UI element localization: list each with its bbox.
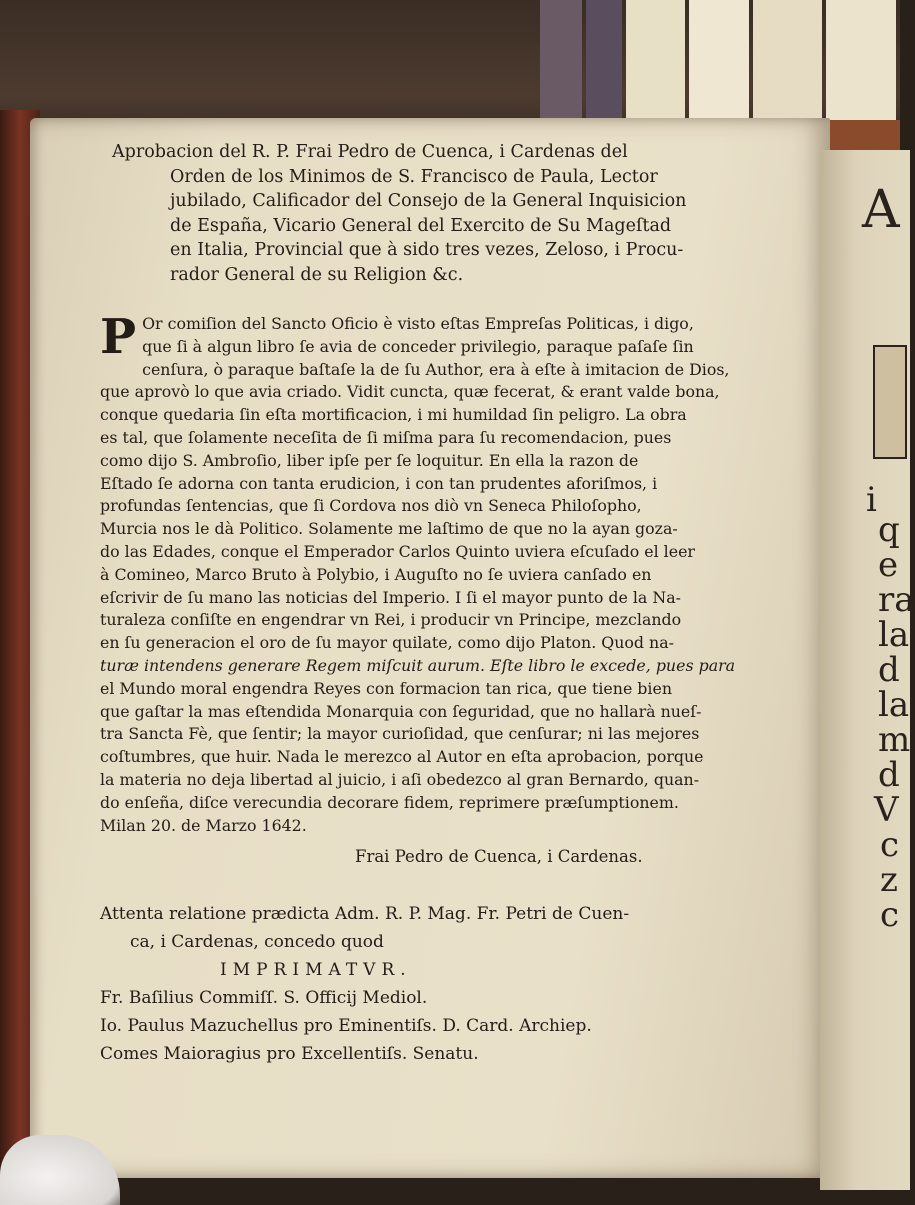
body-line: la materia no deja libertad al juicio, i aſi obedezco al gran Bernardo, quan- <box>100 769 700 789</box>
right-page-letter: A <box>862 180 900 240</box>
approbation-body <box>100 309 780 815</box>
body-line: à Comineo, Marco Bruto à Polybio, i Auguſto no ſe uviera canſado en <box>100 564 652 584</box>
body-line: Eſtado ſe adorna con tanta erudicion, i con tan prudentes aforiſmos, i <box>100 473 658 493</box>
body-line: turaleza conſiſte en engendrar vn Rei, i producir vn Principe, mezclando <box>100 610 682 630</box>
body-line: do las Edades, conque el Emperador Carlos Quinto uviera eſcuſado el leer <box>100 541 695 561</box>
right-page-letter: z <box>880 860 898 900</box>
drop-cap: P <box>100 309 137 365</box>
imprimatur-line: ca, i Cardenas, concedo quod <box>130 932 384 953</box>
body-line: el Mundo moral engendra Reyes con formacion tan rica, que tiene bien <box>100 678 672 698</box>
imprimatur-line: Comes Maioragius pro Excellentiſs. Senatu. <box>100 1044 479 1065</box>
approbation-heading <box>100 140 780 287</box>
right-page-letter: la <box>878 615 910 655</box>
book-spine <box>626 0 686 130</box>
right-page-letter: i <box>866 480 877 520</box>
right-page-letter: c <box>880 895 900 935</box>
imprimatur-block <box>100 900 780 1068</box>
book-spine <box>586 0 622 130</box>
book-spine <box>540 0 582 130</box>
body-line: tra Sancta Fè, que ſentir; la mayor curioſidad, que cenſurar; ni las mejores <box>100 724 700 744</box>
page-text <box>100 140 780 1068</box>
body-line: que ſi à algun libro ſe avia de conceder privilegio, paraque paſaſe ſin <box>142 336 694 356</box>
imprimatur-title: IMPRIMATVR. <box>220 960 412 981</box>
right-page-letter: c <box>880 825 900 865</box>
heading-line: rador General de su Religion &c. <box>170 264 464 285</box>
heading-line: en Italia, Provincial que à sido tres vezes, Zeloso, i Procu- <box>170 240 684 260</box>
body-line: Or comiſion del Sancto Oficio è visto eſtas Empreſas Politicas, i digo, <box>142 314 694 333</box>
body-line: turæ intendens generare Regem miſcuit aurum. Eſte libro le excede, pues para <box>100 655 736 675</box>
heading-line: Orden de los Minimos de S. Francisco de Paula, Lector <box>170 166 658 187</box>
body-line: en ſu generacion el oro de ſu mayor quilate, como dijo Platon. Quod na- <box>100 633 674 653</box>
book-spine <box>753 0 823 130</box>
imprimatur-line: Fr. Baſilius Commiſſ. S. Officij Mediol. <box>100 988 428 1009</box>
body-line: que aprovò lo que avia criado. Vidit cuncta, quæ fecerat, & erant valde bona, <box>100 382 720 402</box>
heading-line: jubilado, Calificador del Consejo de la General Inquisicion <box>170 191 687 211</box>
body-line: que gaſtar la mas eſtendida Monarquia con ſeguridad, que no hallarà nueſ- <box>100 701 702 721</box>
body-line: eſcrivir de ſu mano las noticias del Imperio. I ſi el mayor punto de la Na- <box>100 587 681 607</box>
approbation-signature: Frai Pedro de Cuenca, i Cardenas. <box>355 847 643 867</box>
right-page-ornament <box>873 345 907 459</box>
body-line: Murcia nos le dà Politico. Solamente me laſtimo de que no la ayan goza- <box>100 519 678 539</box>
imprimatur-line: Attenta relatione prædicta Adm. R. P. Mag. Fr. Petri de Cuen- <box>100 904 630 925</box>
right-page-letter: q <box>878 510 900 550</box>
imprimatur-line: Io. Paulus Mazuchellus pro Eminentiſs. D. Card. Archiep. <box>100 1016 592 1037</box>
book-spine <box>689 0 749 130</box>
body-line: es tal, que ſolamente neceſita de ſi miſma para ſu recomendacion, pues <box>100 427 672 447</box>
heading-line: Aprobacion del R. P. Frai Pedro de Cuenca, i Cardenas del <box>112 142 628 162</box>
book-spine <box>826 0 896 130</box>
body-line: coſtumbres, que huir. Nada le merezco al Autor en eſta aprobacion, porque <box>100 747 704 767</box>
right-page-letter: V <box>874 790 899 830</box>
heading-line: de España, Vicario General del Exercito de Su Mageſtad <box>170 215 672 236</box>
right-page-letter: d <box>878 755 900 795</box>
right-page-letter: e <box>878 545 899 585</box>
body-line: cenſura, ò paraque baſtaſe la de ſu Author, era à eſte à imitacion de Dios, <box>142 359 730 379</box>
right-page-letter: d <box>878 650 900 690</box>
body-line: profundas ſentencias, que ſi Cordova nos diò vn Seneca Philoſopho, <box>100 496 642 516</box>
right-page-letter: m <box>878 720 911 760</box>
approbation-date: Milan 20. de Marzo 1642. <box>100 815 307 835</box>
body-line: do enſeña, diſce verecundia decorare fidem, reprimere præſumptionem. <box>100 792 679 812</box>
body-line: como dijo S. Ambroſio, liber ipſe per ſe loquitur. En ella la razon de <box>100 450 639 470</box>
right-page-letter: ra <box>878 580 915 620</box>
body-line: conque quedaria ſin eſta mortificacion, i mi humildad ſin peligro. La obra <box>100 405 687 425</box>
right-page-letter: la <box>878 685 910 725</box>
